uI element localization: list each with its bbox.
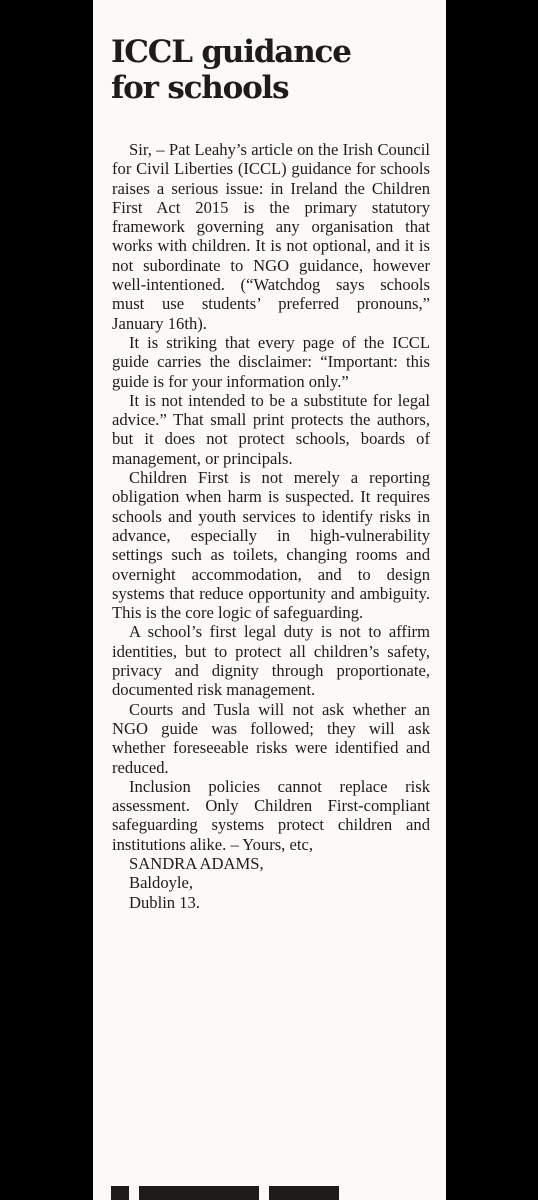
headline-line-2: for schools <box>111 70 289 106</box>
signature-city: Dublin 13. <box>129 892 200 912</box>
next-headline-cropped <box>111 1186 441 1200</box>
paragraph-2: It is striking that every page of the ICCL guide carries the disclaimer: “Important: this guide is for your information only.” <box>112 332 430 391</box>
letter-body <box>112 140 430 912</box>
newspaper-clipping <box>93 0 446 1200</box>
letter-headline <box>111 34 441 106</box>
signature-town: Baldoyle, <box>129 873 194 893</box>
paragraph-1: Sir, – Pat Leahy’s article on the Irish Council for Civil Liberties (ICCL) guidance for schools raises a serious issue: in Ireland the Children First Act 2015 is the primary statutory framework governing any organisation that works with children. It is not optional, and it is not subordinate to NGO guidance, however well-intentioned. (“Watchdog says schools must use students’ preferred pronouns,” January 16th). <box>112 140 430 333</box>
headline-line-1: ICCL guidance <box>111 34 351 70</box>
paragraph-5: A school’s first legal duty is not to affirm identities, but to protect all children’s safety, privacy and dignity through proportionate, documented risk management. <box>112 622 430 700</box>
signature-block <box>112 854 430 912</box>
signature-name: SANDRA ADAMS, <box>129 853 264 873</box>
paragraph-6: Courts and Tusla will not ask whether an NGO guide was followed; they will ask whether foreseeable risks were identified and reduced. <box>112 699 430 777</box>
paragraph-4: Children First is not merely a reporting obligation when harm is suspected. It requires schools and youth services to identify risks in advance, especially in high-vulnerability settings such as toilets, changing rooms and overnight accommodation, and to design systems that reduce opportunity and ambiguity. This is the core logic of safeguarding. <box>112 468 430 623</box>
paragraph-7: Inclusion policies cannot replace risk assessment. Only Children First-compliant safeguarding systems protect children and institutions alike. – Yours, etc, <box>112 776 430 854</box>
paragraph-3: It is not intended to be a substitute for legal advice.” That small print protects the authors, but it does not protect schools, boards of management, or principals. <box>112 390 430 468</box>
